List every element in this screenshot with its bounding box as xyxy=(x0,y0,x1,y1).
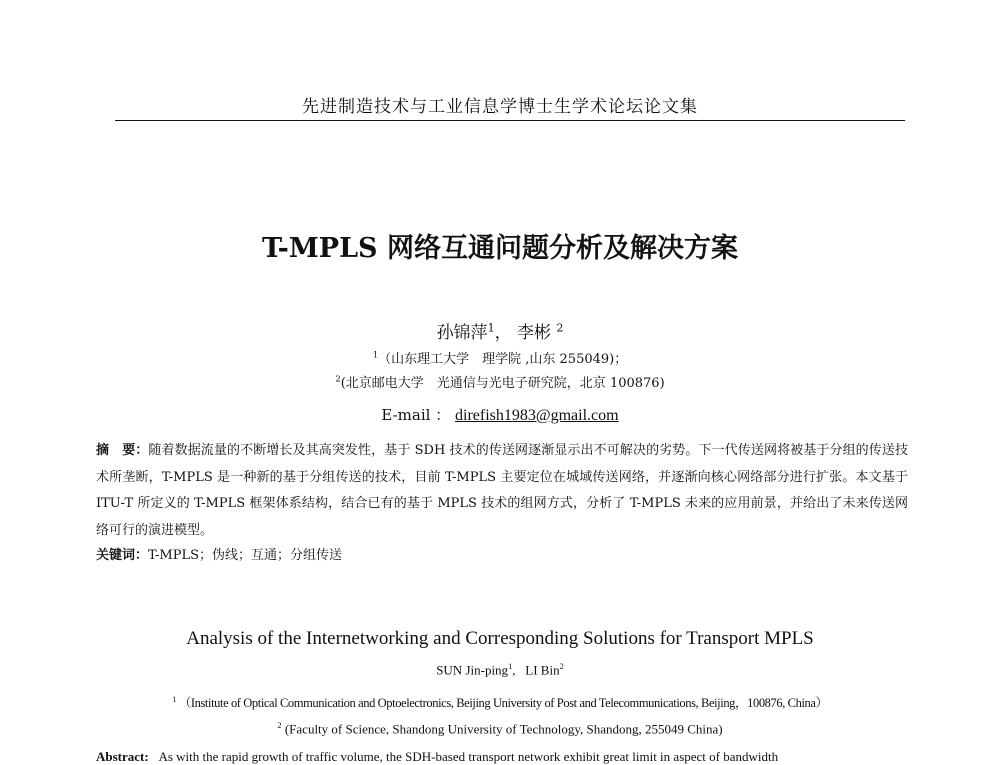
affiliation-cn-1-text: （山东理工大学 理学院 ,山东 255049)； xyxy=(378,352,628,367)
header-rule xyxy=(115,120,905,121)
abstract-en xyxy=(96,749,926,765)
keywords-cn xyxy=(96,544,342,563)
author-2-affil-mark: 2 xyxy=(556,321,564,335)
keywords-cn-label: 关键词： xyxy=(96,548,149,563)
affiliation-cn-1-mark: 1 xyxy=(372,349,379,360)
author-2-name: 李彬 xyxy=(517,323,551,343)
authors-en xyxy=(0,661,1000,678)
author-separator: ， xyxy=(494,323,512,343)
affiliation-cn-2 xyxy=(0,372,1000,391)
author-en-2-affil-mark: 2 xyxy=(559,661,564,671)
abstract-cn xyxy=(96,438,908,544)
authors-cn xyxy=(0,318,1000,343)
email-line xyxy=(0,404,1000,425)
abstract-en-text: As with the rapid growth of traffic volume, the SDH-based transport network exhibit great limit in aspect of bandwidth xyxy=(158,749,779,764)
abstract-cn-label: 摘 要： xyxy=(96,443,149,458)
keywords-cn-text: T-MPLS；伪线；互通；分组传送 xyxy=(148,548,343,563)
affiliation-cn-2-mark: 2 xyxy=(335,373,341,384)
email-label: E-mail ： xyxy=(381,406,451,424)
author-en-1-name: SUN Jin-ping xyxy=(436,662,509,678)
abstract-en-label: Abstract: xyxy=(96,749,149,764)
affiliation-en-2-text: (Faculty of Science, Shandong University of Technology, Shandong, 255049 China) xyxy=(284,721,723,737)
paper-title-en: Analysis of the Internetworking and Corresponding Solutions for Transport MPLS xyxy=(186,628,814,649)
paper-title: T-MPLS 网络互通问题分析及解决方案 xyxy=(262,233,738,264)
affiliation-en-1-text: （Institute of Optical Communication and Optoelectronics, Beijing University of Post and Telecommunications, Beijing，100876, China） xyxy=(178,696,828,710)
author-en-2-name: LI Bin xyxy=(525,662,560,678)
author-1-name: 孙锦萍 xyxy=(436,323,488,343)
affiliation-cn-2-text: (北京邮电大学 光通信与光电子研究院，北京 100876) xyxy=(340,376,665,391)
affiliation-en-1 xyxy=(0,693,1000,711)
affiliation-en-1-mark: 1 xyxy=(172,694,177,704)
affiliation-en-2 xyxy=(0,720,1000,737)
author-en-separator: , xyxy=(512,662,516,678)
abstract-cn-text: 随着数据流量的不断增长及其高突发性，基于 SDH 技术的传送网逐渐显示出不可解决的劣势。下一代传送网将被基于分组的传送技术所垄断，T-MPLS 是一种新的基于分组传送的技术，目前 T-MPLS 主要定位在城域传送网络，并逐渐向核心网络部分进行扩张。本文基于 ITU-T 所定义的 T-MPLS 框架体系结构，结合已有的基于 MPLS 技术的组网方式，分析了 T-MPLS 未来的应用前景，并给出了未来传送网络可行的演进模型。 xyxy=(96,443,908,538)
author-1-affil-mark: 1 xyxy=(487,321,495,335)
email-link[interactable]: direfish1983@gmail.com xyxy=(455,407,619,424)
author-en-1-affil-mark: 1 xyxy=(508,661,513,671)
affiliation-cn-1 xyxy=(0,348,1000,367)
running-header: 先进制造技术与工业信息学博士生学术论坛论文集 xyxy=(302,97,698,117)
affiliation-en-2-mark: 2 xyxy=(277,720,282,730)
